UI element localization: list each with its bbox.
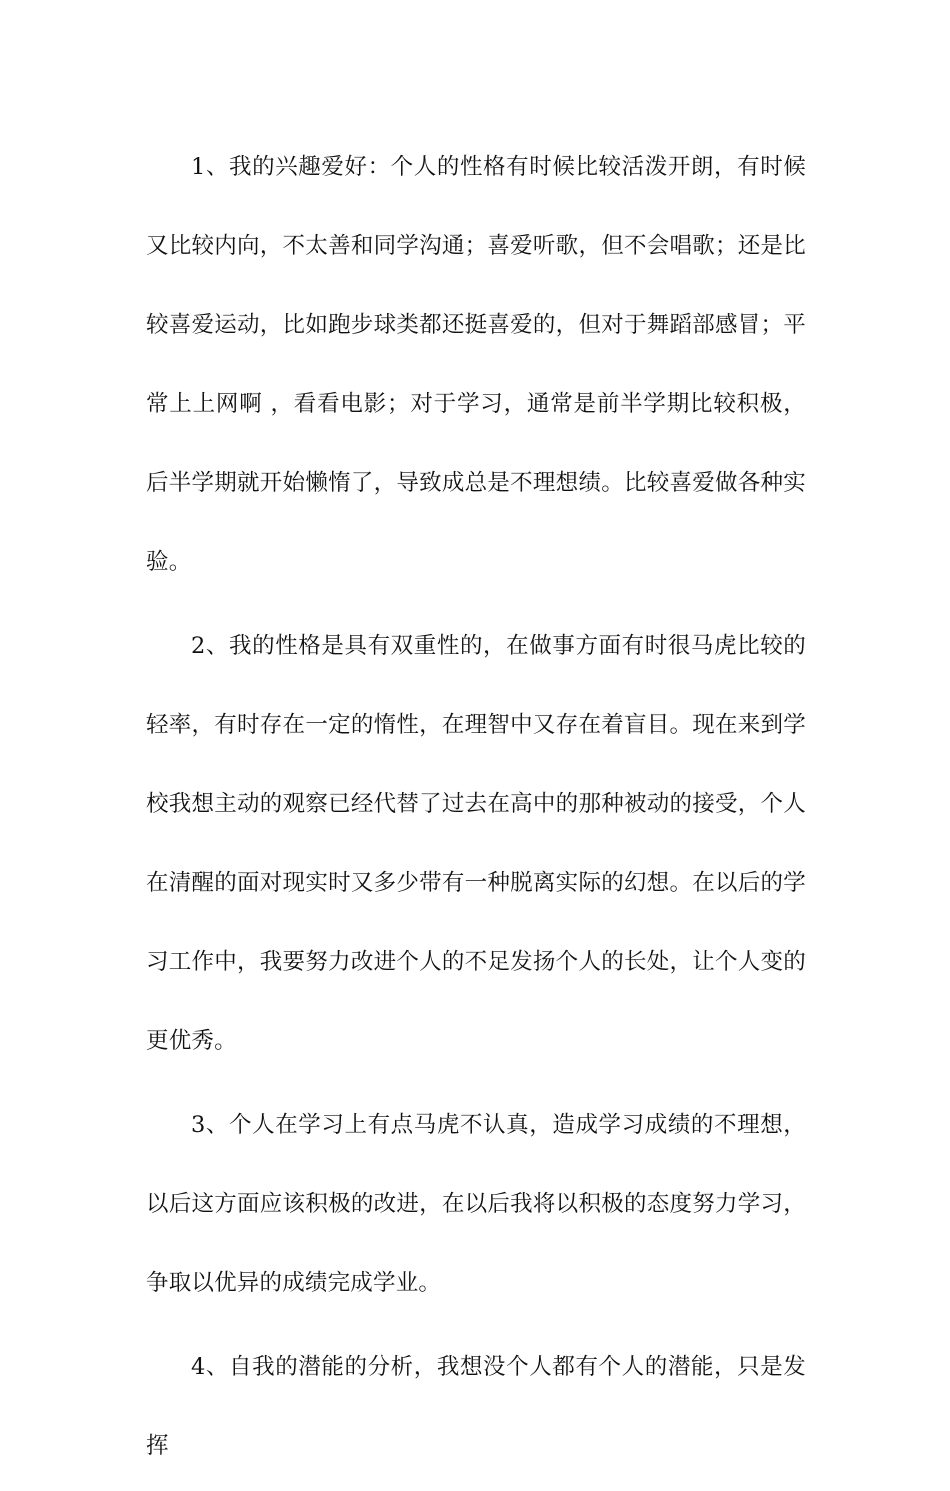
document-body: [146, 128, 806, 1491]
paragraph-interests: 1、我的兴趣爱好：个人的性格有时候比较活泼开朗，有时候又比较内向，不太善和同学沟通；喜爱听歌，但不会唱歌；还是比较喜爱运动，比如跑步球类都还挺喜爱的，但对于舞蹈部感冒；平常上上网啊 ，看看电影；对于学习，通常是前半学期比较积极，后半学期就开始懒惰了，导致成总是不理想绩。比较喜爱做各种实验。: [146, 154, 806, 575]
paragraph-potential: 4、自我的潜能的分析，我想没个人都有个人的潜能，只是发挥: [146, 1354, 806, 1459]
paragraph-study: 3、个人在学习上有点马虎不认真，造成学习成绩的不理想，以后这方面应该积极的改进，在以后我将以积极的态度努力学习，争取以优异的成绩完成学业。: [146, 1112, 806, 1296]
paragraph-personality: 2、我的性格是具有双重性的，在做事方面有时很马虎比较的轻率，有时存在一定的惰性，在理智中又存在着盲目。现在来到学校我想主动的观察已经代替了过去在高中的那种被动的接受，个人在清醒的面对现实时又多少带有一种脱离实际的幻想。在以后的学习工作中，我要努力改进个人的不足发扬个人的长处，让个人变的更优秀。: [146, 633, 806, 1054]
